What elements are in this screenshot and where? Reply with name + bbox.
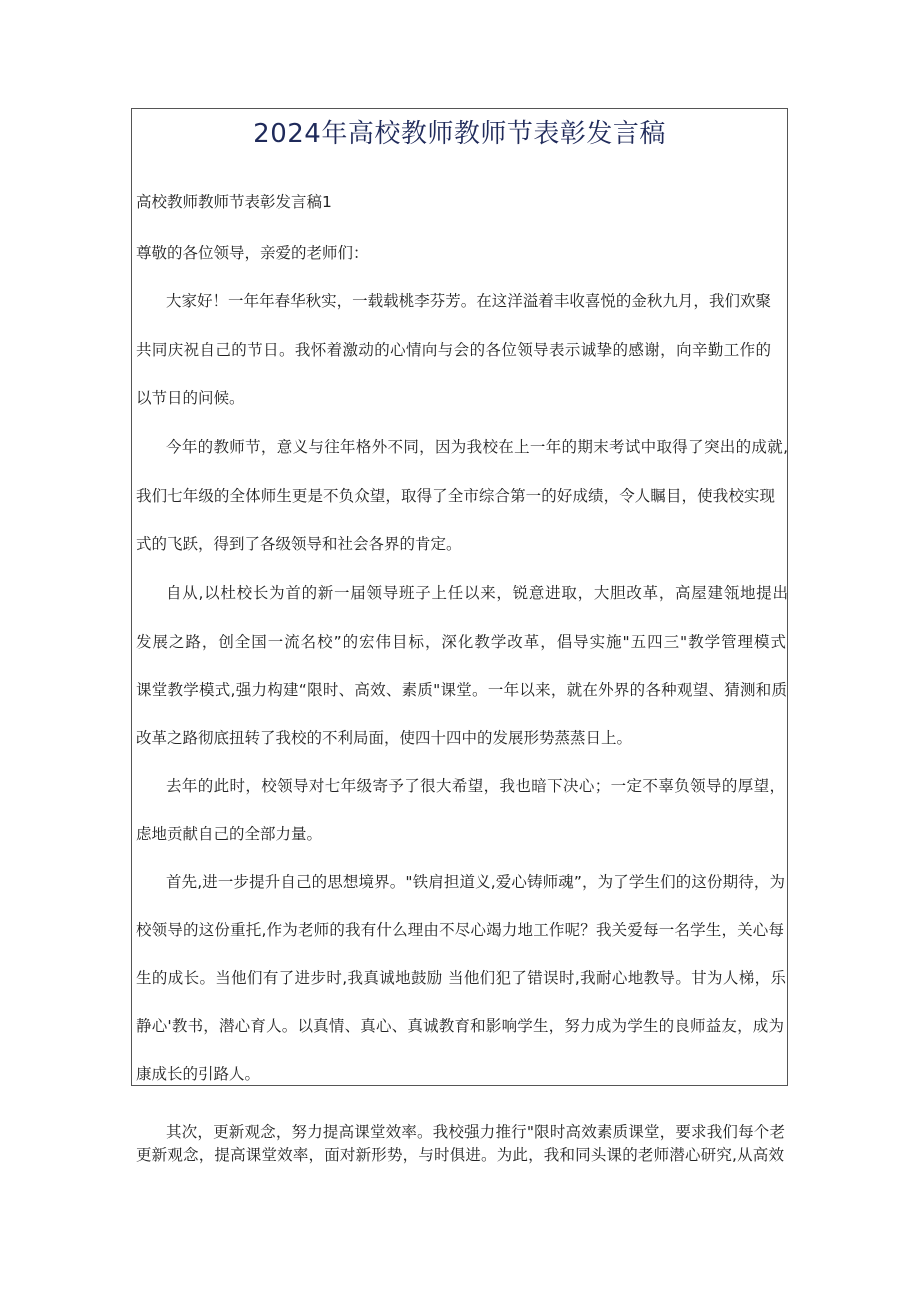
document-subtitle: 高校教师教师节表彰发言稿1 xyxy=(136,193,332,211)
paragraph-line: 改革之路彻底扭转了我校的不利局面，使四十四中的发展形势蒸蒸日上。 xyxy=(136,729,633,747)
paragraph-line: 去年的此时，校领导对七年级寄予了很大希望，我也暗下决心；一定不辜负领导的厚望， xyxy=(166,777,785,795)
paragraph-line: 首先,进一步提升自己的思想境界。"铁肩担道义,爱心铸师魂”，为了学生们的这份期待，为 xyxy=(166,873,785,891)
paragraph-line: 发展之路，创全国一流名校”的宏伟目标，深化教学改革，倡导实施"五四三"教学管理模式 xyxy=(136,633,786,651)
paragraph-line: 康成长的引路人。 xyxy=(136,1065,261,1083)
paragraph-line: 自从,以杜校长为首的新一届领导班子上任以来，锐意进取，大胆改革，高屋建瓴地提出 xyxy=(166,584,788,602)
paragraph-line: 虑地贡献自己的全部力量。 xyxy=(136,825,323,843)
paragraph-line: 静心'教书，潜心育人。以真情、真心、真诚教育和影响学生，努力成为学生的良师益友，成为 xyxy=(136,1017,784,1035)
paragraph-line: 我们七年级的全体师生更是不负众望，取得了全市综合第一的好成绩，令人瞩目，使我校实现 xyxy=(136,487,775,505)
paragraph-line: 今年的教师节，意义与往年格外不同，因为我校在上一年的期末考试中取得了突出的成就, xyxy=(166,438,788,456)
paragraph-line: 校领导的这份重托,作为老师的我有什么理由不尽心竭力地工作呢？我关爱每一名学生，关心每 xyxy=(136,921,784,939)
document-title: 2024年高校教师教师节表彰发言稿 xyxy=(253,119,666,149)
paragraph-line: 其次，更新观念，努力提高课堂效率。我校强力推行"限时高效素质课堂，要求我们每个老 xyxy=(166,1123,785,1141)
paragraph-line: 生的成长。当他们有了进步时,我真诚地鼓励 当他们犯了错误时,我耐心地教导。甘为人梯，乐 xyxy=(136,969,786,987)
paragraph-line: 以节日的问候。 xyxy=(136,389,245,407)
paragraph-line: 课堂教学模式,强力构建“限时、高效、素质"课堂。一年以来，就在外界的各种观望、猜测和质 xyxy=(136,681,787,699)
paragraph-line: 更新观念，提高课堂效率，面对新形势，与时俱进。为此，我和同头课的老师潜心研究,从高效 xyxy=(136,1146,784,1164)
salutation: 尊敬的各位领导，亲爱的老师们： xyxy=(136,244,369,262)
paragraph-line: 大家好！一年年春华秋实，一载载桃李芬芳。在这洋溢着丰收喜悦的金秋九月，我们欢聚 xyxy=(166,292,771,310)
paragraph-line: 共同庆祝自己的节日。我怀着激动的心情向与会的各位领导表示诚挚的感谢，向辛勤工作的 xyxy=(136,341,771,359)
paragraph-line: 式的飞跃，得到了各级领导和社会各界的肯定。 xyxy=(136,535,462,553)
